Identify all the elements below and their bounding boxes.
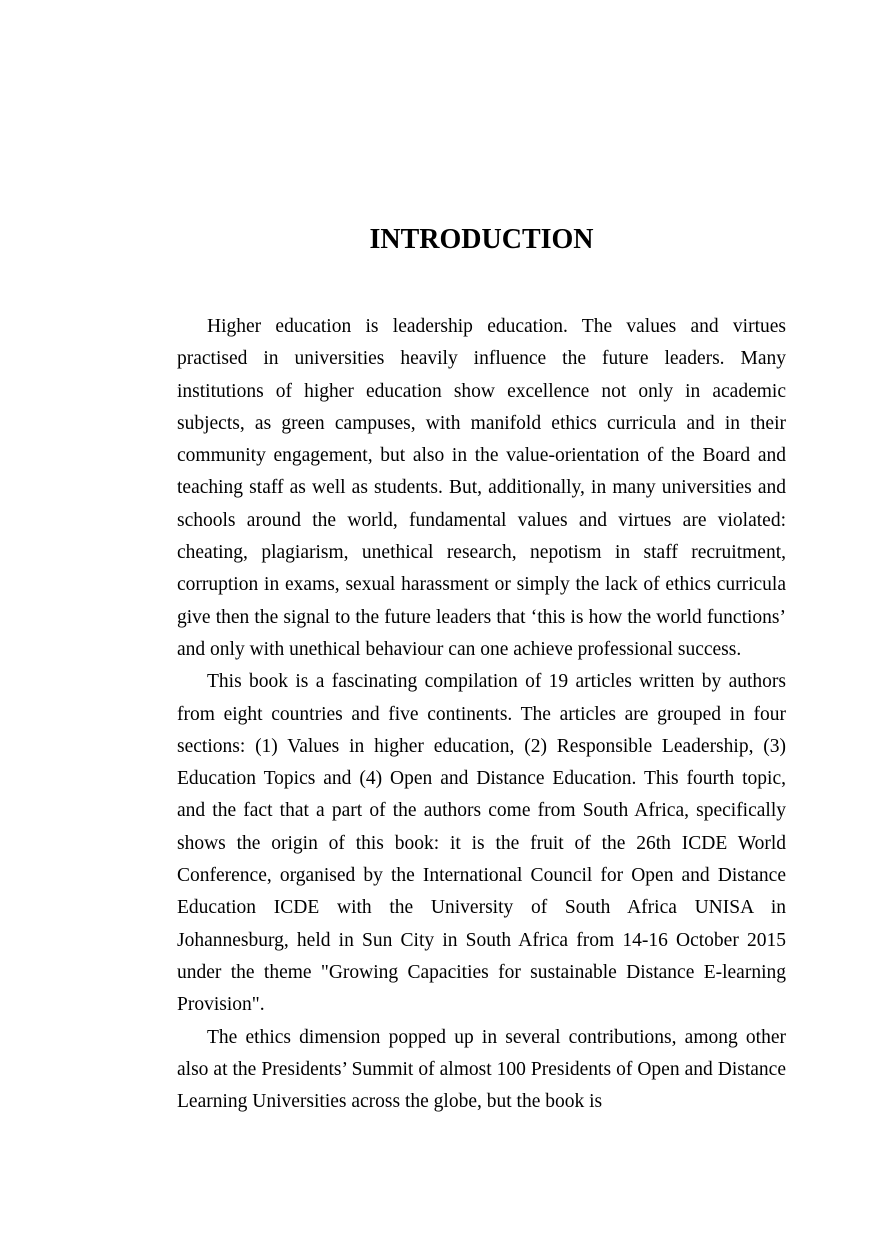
paragraph-2: This book is a fascinating compilation of 19 articles written by authors from eight countries and five continents. The articles are grouped in four sections: (1) Values in higher education, (2) Responsible Leadership, (3) Education Topics and (4) Open and Distance Education. This fourth topic, and the fact that a part of the authors come from South Africa, specifically shows the origin of this book: it is the fruit of the 26th ICDE World Conference, organised by the International Council for Open and Distance Education ICDE with the University of South Africa UNISA in Johannesburg, held in Sun City in South Africa from 14-16 October 2015 under the theme "Growing Capacities for sustainable Distance E-learning Provision". [177,671,786,1016]
paragraph-3: The ethics dimension popped up in several contributions, among other also at the Presidents’ Summit of almost 100 Presidents of Open and Distance Learning Universities across the globe, but the book is [177,1026,786,1113]
body-text [177,311,786,1118]
page-title: INTRODUCTION [369,224,594,255]
paragraph-1: Higher education is leadership education. The values and virtues practised in universities heavily influence the future leaders. Many institutions of higher education show excellence not only in academic subjects, as green campuses, with manifold ethics curricula and in their community engagement, but also in the value-orientation of the Board and teaching staff as well as students. But, additionally, in many universities and schools around the world, fundamental values and virtues are violated: cheating, plagiarism, unethical research, nepotism in staff recruitment, corruption in exams, sexual harassment or simply the lack of ethics curricula give then the signal to the future leaders that ‘this is how the world functions’ and only with unethical behaviour can one achieve professional success. [177,316,786,660]
